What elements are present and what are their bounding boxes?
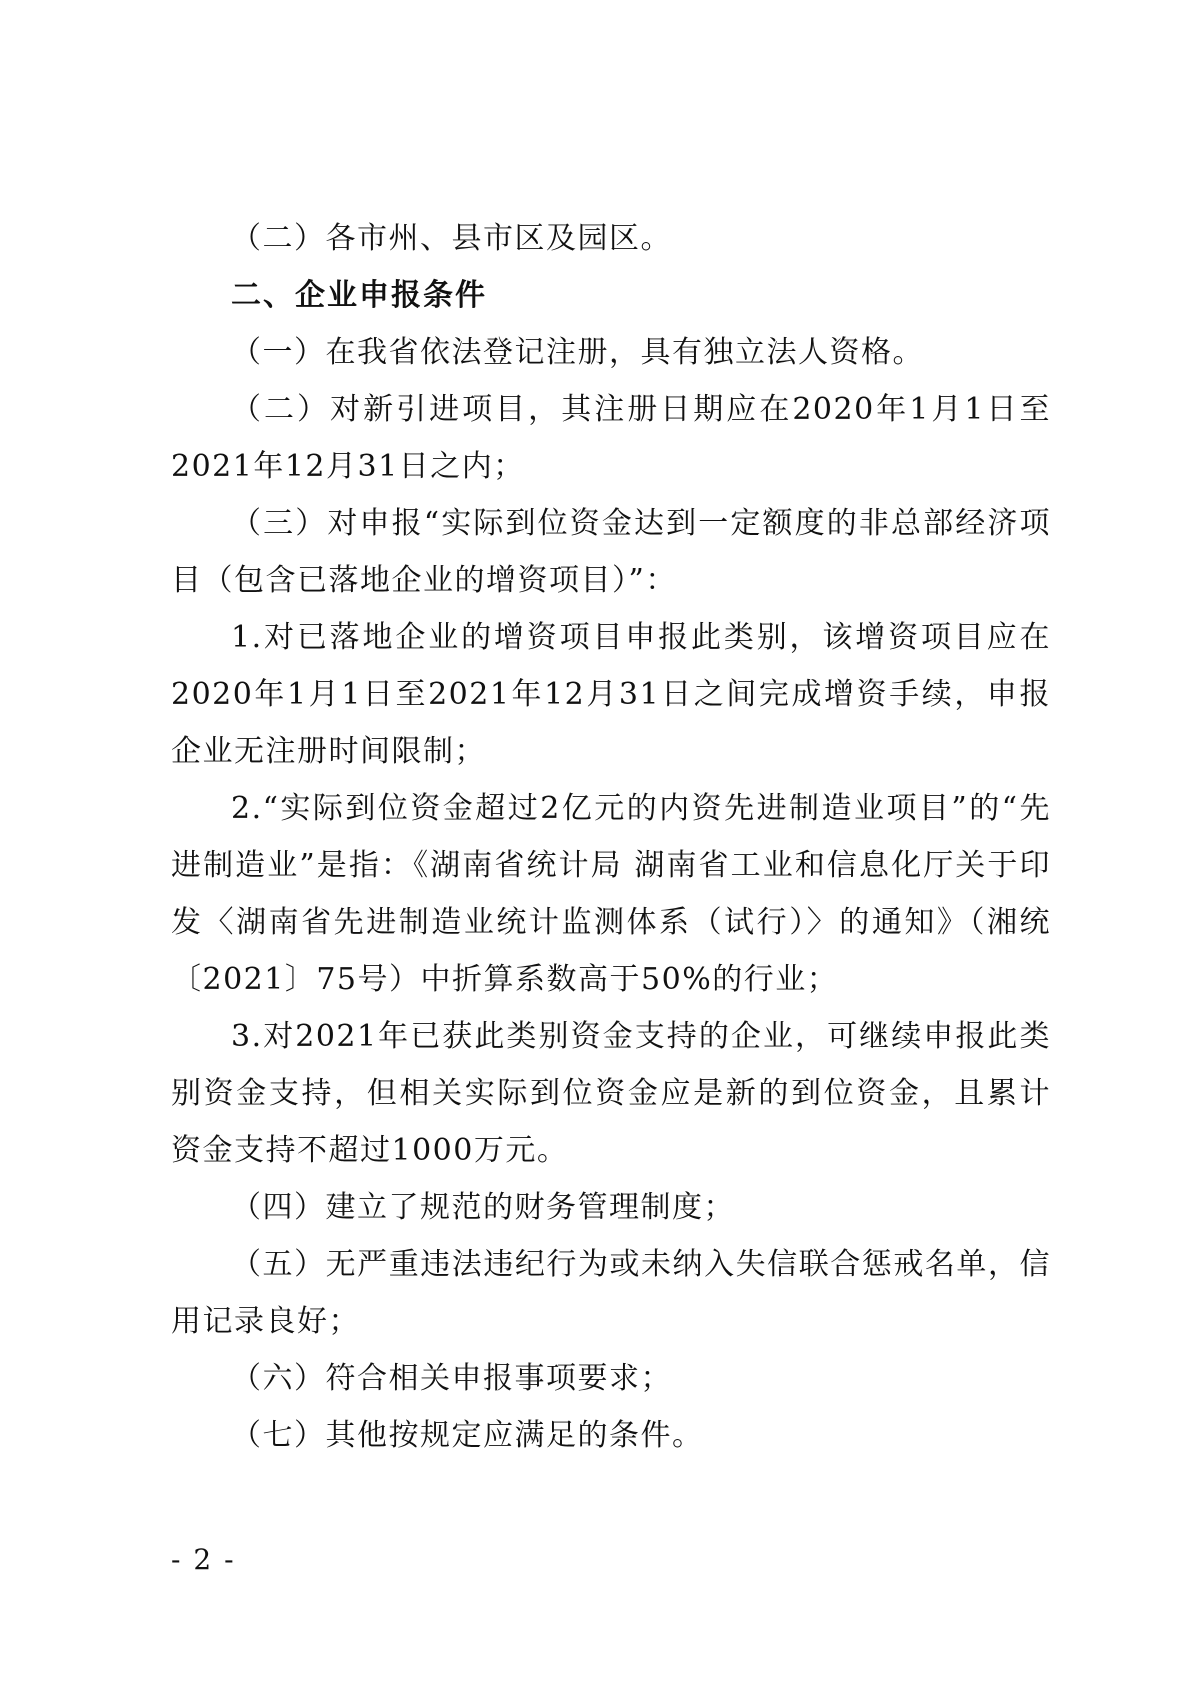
paragraph-district-scope: （二）各市州、县市区及园区。 [231,221,672,256]
section-heading-conditions: 二、企业申报条件 [231,278,487,313]
paragraph-condition-3-item-2: 2.“实际到位资金超过2亿元的内资先进制造业项目”的“先进制造业”是指：《湖南省统计局 湖南省工业和信息化厅关于印发〈湖南省先进制造业统计监测体系（试行）〉的通知》（湘统〔2021〕75号）中折算系数高于50%的行业； [171,791,1051,997]
paragraph-condition-5: （五）无严重违法违纪行为或未纳入失信联合惩戒名单，信用记录良好； [171,1247,1051,1339]
document-body [171,210,1051,1464]
paragraph-condition-4: （四）建立了规范的财务管理制度； [231,1190,735,1225]
paragraph-condition-1: （一）在我省依法登记注册，具有独立法人资格。 [231,335,924,370]
paragraph-condition-3-item-3: 3.对2021年已获此类别资金支持的企业，可继续申报此类别资金支持，但相关实际到位资金应是新的到位资金，且累计资金支持不超过1000万元。 [171,1019,1051,1168]
paragraph-condition-3-item-1: 1.对已落地企业的增资项目申报此类别，该增资项目应在2020年1月1日至2021年12月31日之间完成增资手续，申报企业无注册时间限制； [171,620,1051,769]
paragraph-condition-7: （七）其他按规定应满足的条件。 [231,1418,704,1453]
paragraph-condition-6: （六）符合相关申报事项要求； [231,1361,672,1396]
paragraph-condition-3: （三）对申报“实际到位资金达到一定额度的非总部经济项目（包含已落地企业的增资项目）”： [171,506,1051,598]
paragraph-condition-2: （二）对新引进项目，其注册日期应在2020年1月1日至2021年12月31日之内； [171,392,1051,484]
page-number: - 2 - [171,1543,236,1576]
